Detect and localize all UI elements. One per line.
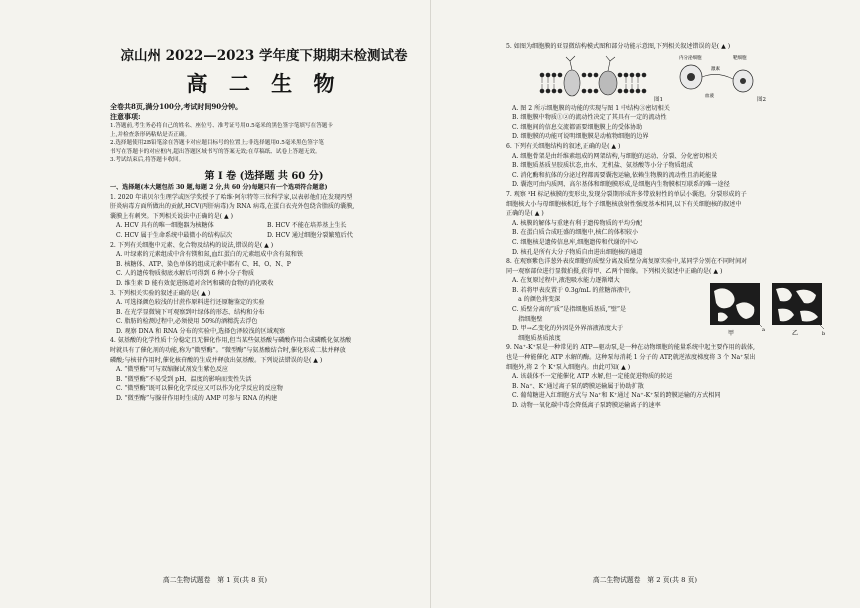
question-2-text: 2. 下列有关细胞中元素、化合物及结构的说法,错误的是( ▲ ) <box>110 241 274 249</box>
option-a: A. 该载体不一定能催化 ATP 水解,但一定能促进物质的转运 <box>512 373 673 381</box>
option-b: B. 细胞质基质呈胶质状态,由水、无机盐、氨基酸等小分子物质组成 <box>512 162 693 170</box>
option-b: B. Na⁺、K⁺通过离子泵的跨膜运输属于协助扩散 <box>512 382 644 390</box>
option-a: A. 图 2 所示细胞膜的功能的实现与图 1 中结构③密切相关 <box>512 104 670 112</box>
blood-label: 血液 <box>705 93 714 99</box>
exam-info: 全卷共8页,满分100分,考试时间90分钟。 <box>110 102 243 111</box>
option-c: C. 葡萄糖进入红细胞方式与 Na⁺和 K⁺通过 Na⁺-K⁺泵的跨膜运输的方式相同 <box>512 392 721 400</box>
option-c: C. 质壁分离的“质”是指细胞质基质,“壁”是 <box>512 306 627 314</box>
option-a: A. 细胞骨架是由纤维素组成的网架结构,与细胞的运动、分裂、分化密切相关 <box>512 152 718 160</box>
option-c: C. 细胞间的信息交流都需要细胞膜上的受体协助 <box>512 123 643 131</box>
option-a: A. 叶绿素的元素组成中含有镁和氮,血红蛋白的元素组成中含有氮和铁 <box>116 251 303 259</box>
option-a: A. 在复原过程中,液泡吸水能力逐渐增大 <box>512 277 620 285</box>
glycocalyx <box>566 56 615 71</box>
question-9-text: 9. Na⁺-K⁺泵是一种常见的 ATP—驱动泵,是一种在动物细胞的能量系统中起主要作用的载体, <box>506 344 755 352</box>
image-jia-label: 甲 <box>728 330 735 338</box>
question-1-options-row <box>116 221 418 231</box>
hormone-label: 激素 <box>711 66 720 72</box>
option-c: C. HCV 属于生命系统中最微小的结构层次 <box>116 231 233 239</box>
note-line: 书写在答题卡的对应框内,超出答题区域书写的答案无效;在草稿纸、试卷上答题无效。 <box>110 148 321 155</box>
option-b: B. 在蛋白质合成旺盛的细胞中,核仁的体积较小 <box>512 229 639 237</box>
membrane-structure-figure <box>536 53 654 103</box>
option-b: B. HCV 不能在培养基上生长 <box>267 222 347 230</box>
option-a: A. 可选择颜色较浅的甘蔗作原料进行还原糖鉴定的实验 <box>116 299 265 307</box>
option-d: D. HCV 通过细胞分裂繁殖后代 <box>267 231 353 239</box>
option-d: D. 维生素 D 能有效促进肠道对含钙和磷的食物的消化吸收 <box>116 279 274 287</box>
option-b: B. 在光学显微镜下可观察到叶绿体的形态、结构和分布 <box>116 308 265 316</box>
option-a: A. HCV 具有的唯一细胞器为核糖体 <box>116 222 214 230</box>
option-c: C. 消化酶和抗体的分泌过程都需要囊泡运输,依赖生物膜的流动性且消耗能量 <box>512 171 718 179</box>
question-9-text: 细胞外,将 2 个 K⁺泵入细胞内。由此可知( ▲ ) <box>506 363 631 371</box>
option-b: B. 细胞膜中物质①②的流动性决定了其具有一定的流动性 <box>512 114 667 122</box>
question-8-text: 8. 在观察紫色洋葱外表皮细胞的质壁分离及质壁分离复原实验中,某同学分别在不同时间对 <box>506 258 748 266</box>
section-heading: 第 Ⅰ 卷 (选择题 共 60 分) <box>204 170 324 182</box>
option-b-cont: a 的颜色将变深 <box>512 296 561 304</box>
question-7-text: 7. 观察 ³H 标记核膜的变形虫,发现分裂期形成许多带放射性的单层小囊泡。分裂形成的子 <box>506 190 747 198</box>
membrane-protein <box>564 70 580 96</box>
option-d: D. “微型酶”与腺苷作用时生成的 AMP 可参与 RNA 的构建 <box>116 395 278 403</box>
option-c-cont: 指细胞壁 <box>512 315 543 323</box>
signal-transmission-figure <box>677 53 757 103</box>
option-d: D. 动物一氧化碳中毒会降低离子泵跨膜运输离子的速率 <box>512 402 661 409</box>
section-instruction: 一、选择题(本大题包括 30 题,每题 2 分,共 60 分)每题只有一个选项符合题意) <box>110 183 328 191</box>
question-1-text: 肝炎病毒方面所做出的贡献,HCV(丙肝病毒)为 RNA 病毒,在蛋白衣壳外包绕含脂质的囊膜, <box>110 203 355 211</box>
option-b: B. “微型酶”不易受到 pH、温度的影响而变性失活 <box>116 375 252 383</box>
question-1-options-row <box>116 231 418 241</box>
question-9-text: 也是一种能催化 ATP 水解的酶。这种泵每消耗 1 分子的 ATP,就逆浓度梯度将 3 个 Na⁺泵出 <box>506 354 756 362</box>
option-d: D. 观察 DNA 和 RNA 分布的实验中,选择色泽较浅的区域观察 <box>116 327 286 335</box>
option-d: D. 细胞膜的功能可说明细胞膜是动植物细胞的边界 <box>512 133 649 141</box>
notes-heading: 注意事项: <box>110 112 141 121</box>
option-d: D. 甲→乙变化的外因是外界溶液浓度大于 <box>512 325 624 333</box>
page-footer: 高二生物试题卷 第 1 页(共 8 页) <box>162 576 268 584</box>
exam-title: 凉山州 2022—2023 学年度下期期末检测试卷 <box>120 48 408 64</box>
question-7-text: 细胞核大小与母细胞核相近,每个子细胞核放射性强度基本相同,以下有关细胞核的叙述中 <box>506 200 742 208</box>
option-a: A. “微型酶”可与双缩脲试剂发生紫色反应 <box>116 366 229 374</box>
figure-2-label: 图2 <box>757 96 766 103</box>
endocrine-cell-label: 内分泌细胞 <box>679 55 702 61</box>
right-page <box>430 0 860 608</box>
phospholipid-bilayer <box>540 73 646 93</box>
question-4-text: 时就具有了催化剂的功能,称为“微型酶”。“微型酶”与氨基酸结合时,催化形成二肽并释放 <box>110 347 346 355</box>
label-b: b <box>822 331 826 338</box>
plasmolysis-figure <box>708 281 828 339</box>
label-a: a <box>762 327 765 334</box>
note-line: 2.选择题使用2B铅笔涂在答题卡对应题目标号的位置上;非选择题用0.5毫米黑色签字笔 <box>110 140 324 147</box>
question-4-text: 磷酸;与核苷作用时,催化核苷酸的生成并释放出氨基酸。下列说法错误的是( ▲ ) <box>110 356 323 364</box>
question-1-text: 囊膜上有刺突。下列相关说法中正确的是( ▲ ) <box>110 212 234 220</box>
option-d: D. 囊泡可由内质网、高尔基体和细胞膜形成,是细胞内生物膜相互联系的唯一途径 <box>512 181 730 189</box>
question-8-block <box>506 257 834 343</box>
question-4-text: 4. 氨基酸的化学性质十分稳定且无催化作用,但当某些氨基酸与磷酸作用合成磷酰化氨基酸 <box>110 337 352 345</box>
question-1-text: 1. 2020 年诺贝尔生理学或医学奖授予了哈维·阿尔特等三位科学家,以表彰他们在发现丙型 <box>110 193 353 201</box>
note-line: 1.答题前,考生务必将自己的姓名、座位号、准考证号用0.5毫米的黑色签字笔填写在答题卡 <box>110 123 333 129</box>
option-b: B. 若将甲表皮置于 0.3g/mL 的蔗糖溶液中, <box>512 286 631 294</box>
membrane-figures <box>536 53 834 103</box>
subject-title: 高 二 生 物 <box>186 71 342 96</box>
question-3-text: 3. 下列相关实验的叙述正确的是( ▲ ) <box>110 289 211 297</box>
note-line: 3.考试结束后,将答题卡收回。 <box>110 157 185 164</box>
question-6-text: 6. 下列有关细胞结构的叙述,正确的是( ▲ ) <box>506 142 621 150</box>
option-d-cont: 细胞质基质浓度 <box>512 334 561 342</box>
image-yi-label: 乙 <box>792 330 799 338</box>
option-c: C. 细胞核是遗传信息库,细胞遗传和代谢的中心 <box>512 238 639 246</box>
page-footer: 高二生物试题卷 第 2 页(共 8 页) <box>592 576 698 584</box>
target-cell-label: 靶细胞 <box>733 55 747 61</box>
question-8-text: 同一观察部位进行显微拍摄,获得甲、乙两个图像。下列相关叙述中正确的是( ▲ ) <box>506 267 723 275</box>
figure-1-label: 图1 <box>654 96 663 103</box>
membrane-protein <box>599 71 617 95</box>
option-c: C. 脂肪的检测过程中,必须使用 50%的酒精洗去浮色 <box>116 318 258 326</box>
question-7-text: 正确的是( ▲ ) <box>506 210 544 218</box>
option-b: B. 核糖体、ATP、染色单体的组成元素中都有 C、H、O、N、P <box>116 260 291 268</box>
note-line: 上,并检查条形码粘贴是否正确。 <box>110 131 191 138</box>
option-c: C. 人的遗传物质彻底水解后可得到 6 种小分子物质 <box>116 270 254 278</box>
option-a: A. 核膜的解体与重建有利于遗传物质的平均分配 <box>512 219 643 227</box>
option-c: C. “微型酶”既可以催化化学反应又可以作为化学反应的反应物 <box>116 385 283 393</box>
question-5-text: 5. 如图为细胞膜的亚显微结构模式图和部分功能示意图,下列相关叙述错误的是( ▲ ) <box>506 43 731 50</box>
option-d: D. 核孔是所有大分子物质自由进出细胞核的通道 <box>512 248 643 256</box>
